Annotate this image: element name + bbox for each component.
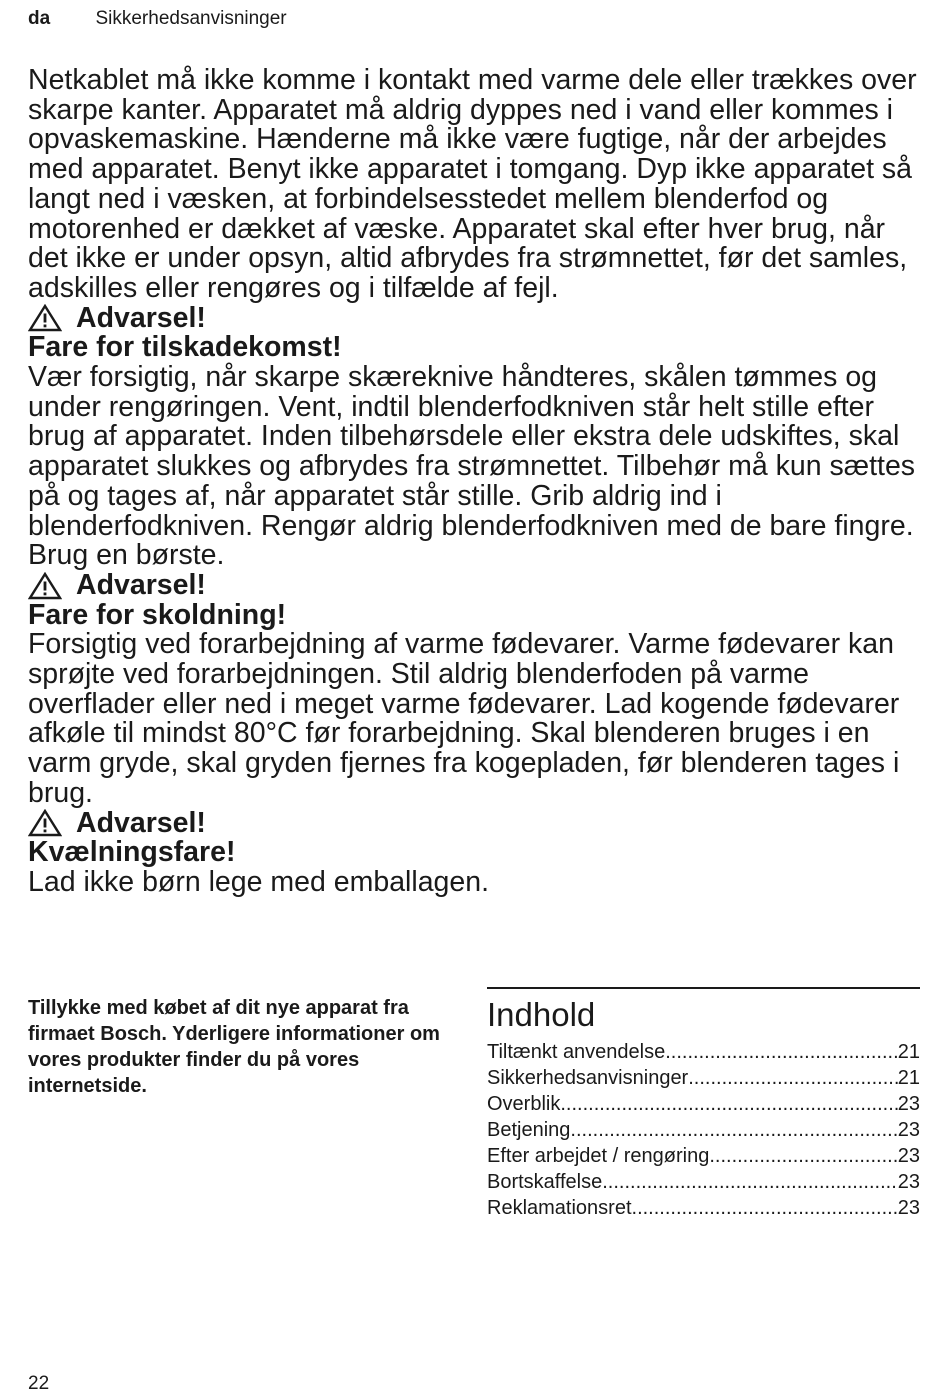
warning-triangle-icon: [28, 572, 62, 600]
warning-subtitle: Fare for skoldning!: [28, 598, 287, 631]
toc-item[interactable]: [487, 1117, 920, 1143]
warning-heading: [28, 568, 928, 601]
warning-paragraph: Lad ikke børn lege med emballagen.: [28, 865, 490, 898]
toc-item[interactable]: [487, 1039, 920, 1065]
language-code: da: [28, 8, 51, 29]
toc-title: Indhold: [487, 996, 596, 1033]
warning-title: Advarsel!: [76, 568, 206, 601]
toc-item-label: Reklamationsret: [487, 1197, 632, 1219]
warning-title: Advarsel!: [76, 301, 206, 334]
warning-triangle-icon: [28, 304, 62, 332]
warning-subtitle: Fare for tilskadekomst!: [28, 331, 342, 364]
section-title: Sikkerhedsanvisninger: [95, 8, 287, 29]
toc-item[interactable]: [487, 1143, 920, 1169]
warning-heading: [28, 806, 928, 839]
toc-item[interactable]: [487, 1091, 920, 1117]
toc-item-label: Overblik: [487, 1093, 561, 1115]
intro-text: Tillykke med købet af dit nye apparat fra firmaet Bosch. Yderligere informationer om vores produkter finder du på vores internetside.: [28, 997, 440, 1097]
toc-item[interactable]: [487, 1195, 920, 1221]
page-header: [28, 8, 287, 30]
toc-leader: [632, 1195, 898, 1221]
toc-leader: [665, 1039, 898, 1065]
toc-item-page: 21: [897, 1041, 920, 1063]
warning-title: Advarsel!: [76, 806, 206, 839]
toc-item-label: Efter arbejdet / rengøring: [487, 1145, 710, 1167]
toc-leader: [560, 1091, 897, 1117]
toc-item-page: 23: [897, 1171, 920, 1193]
toc-leader: [709, 1143, 897, 1169]
toc-item[interactable]: [487, 1169, 920, 1195]
toc-item-page: 23: [897, 1145, 920, 1167]
toc-item[interactable]: [487, 1065, 920, 1091]
safety-paragraph: Netkablet må ikke komme i kontakt med varme dele eller trækkes over skarpe kanter. Apparatet må aldrig dyppes ned i vand eller kommes i opvaskemaskine. Hænderne må ikke være fugtige, når der arbejdes med apparatet. Benyt ikke apparatet i tomgang. Dyp ikke apparatet så langt ned i væsken, at forbindelsesstedet mellem blenderfod og motorenhed er dækket af væske. Apparatet skal efter hver brug, når det ikke er under opsyn, altid afbrydes fra strømnettet, før det samles, adskilles eller rengøres og i tilfælde af fejl.: [28, 64, 917, 304]
warning-triangle-icon: [28, 809, 62, 837]
table-of-contents: [487, 987, 920, 1221]
warning-paragraph: Vær forsigtig, når skarpe skæreknive håndteres, skålen tømmes og under rengøringen. Vent, indtil blenderfodkniven står helt stille efter brug af apparatet. Inden tilbehørsdele eller ekstra dele udskiftes, skal apparatet slukkes og afbrydes fra strømnettet. Tilbehør må kun sættes på og tages af, når apparatet står stille. Grib aldrig ind i blenderfodkniven. Rengør aldrig blenderfodkniven med de bare fingre. Brug en børste.: [28, 361, 916, 572]
safety-text: [28, 66, 928, 898]
toc-item-page: 21: [897, 1067, 920, 1089]
warning-paragraph: Forsigtig ved forarbejdning af varme fødevarer. Varme fødevarer kan sprøjte ved forarbejdningen. Stil aldrig blenderfoden på varme overflader eller ned i meget varme fødevarer. Lad kogende fødevarer afkøle til mindst 80°C før forarbejdning. Skal blenderen bruges i en varm gryde, skal gryden fjernes fra kogepladen, før blenderen tages i brug.: [28, 628, 900, 809]
toc-item-label: Sikkerhedsanvisninger: [487, 1067, 689, 1089]
toc-item-page: 23: [897, 1197, 920, 1219]
toc-item-label: Bortskaffelse: [487, 1171, 603, 1193]
warning-heading: [28, 301, 928, 334]
toc-item-page: 23: [897, 1119, 920, 1141]
toc-leader: [688, 1065, 898, 1091]
toc-leader: [602, 1169, 898, 1195]
toc-item-label: Betjening: [487, 1119, 571, 1141]
toc-item-page: 23: [897, 1093, 920, 1115]
toc-leader: [570, 1117, 897, 1143]
warning-subtitle: Kvælningsfare!: [28, 836, 236, 869]
page-number: 22: [28, 1373, 50, 1394]
toc-item-label: Tiltænkt anvendelse: [487, 1041, 666, 1063]
